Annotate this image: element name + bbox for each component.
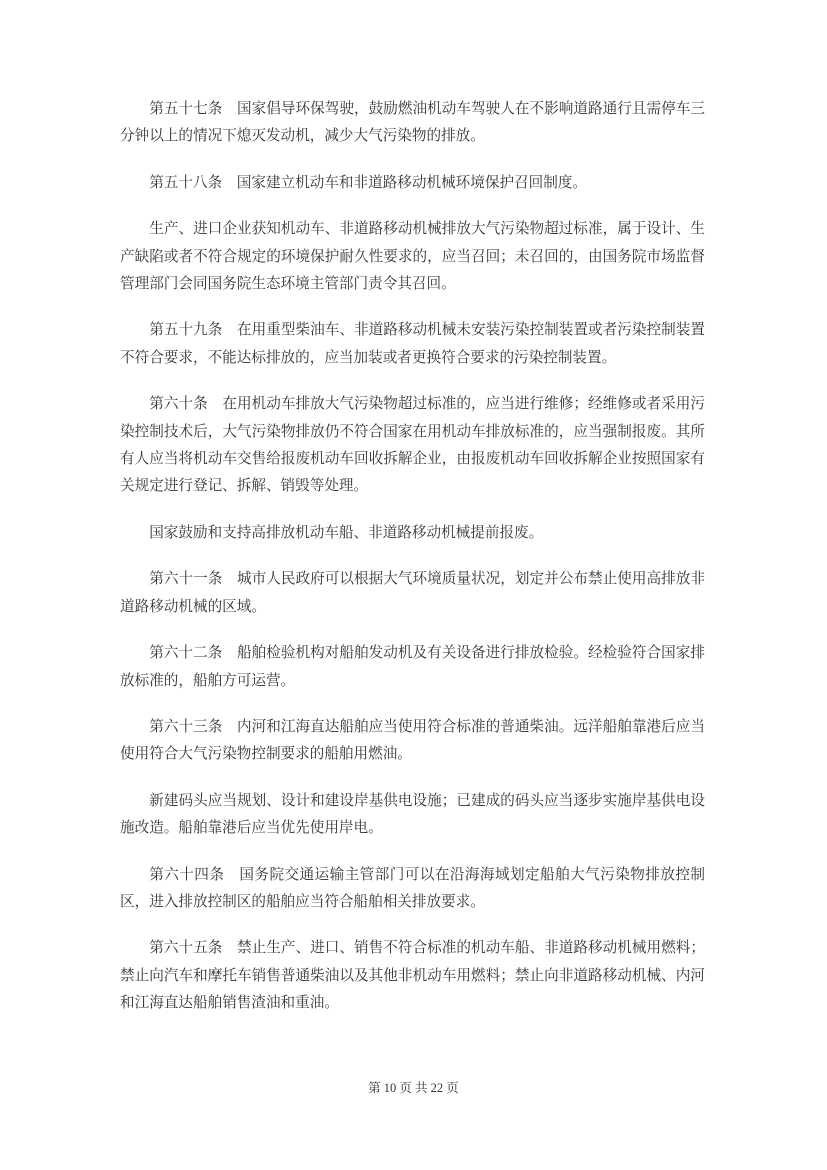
- article-paragraph: 第六十三条 内河和江海直达船舶应当使用符合标准的普通柴油。远洋船舶靠港后应当使用符合大气污染物控制要求的船舶用燃油。: [120, 718, 705, 763]
- document-body: [120, 96, 705, 1037]
- article-paragraph: 第六十二条 船舶检验机构对船舶发动机及有关设备进行排放检验。经检验符合国家排放标准的，船舶方可运营。: [120, 645, 705, 689]
- article-paragraph: 第五十九条 在用重型柴油车、非道路移动机械未安装污染控制装置或者污染控制装置不符合要求，不能达标排放的，应当加装或者更换符合要求的污染控制装置。: [120, 322, 705, 366]
- article-paragraph: 国家鼓励和支持高排放机动车船、非道路移动机械提前报废。: [149, 524, 544, 541]
- article-paragraph: 第五十八条 国家建立机动车和非道路移动机械环境保护召回制度。: [149, 174, 588, 191]
- article-paragraph: 第六十一条 城市人民政府可以根据大气环境质量状况，划定并公布禁止使用高排放非道路移动机械的区域。: [120, 571, 705, 615]
- article-paragraph: 新建码头应当规划、设计和建设岸基供电设施；已建成的码头应当逐步实施岸基供电设施改造。船舶靠港后应当优先使用岸电。: [120, 792, 705, 837]
- article-paragraph: 第六十四条 国务院交通运输主管部门可以在沿海海域划定船舶大气污染物排放控制区，进入排放控制区的船舶应当符合船舶相关排放要求。: [120, 866, 705, 910]
- article-paragraph: 第五十七条 国家倡导环保驾驶，鼓励燃油机动车驾驶人在不影响道路通行且需停车三分钟以上的情况下熄灭发动机，减少大气污染物的排放。: [120, 101, 705, 145]
- article-paragraph: 第六十条 在用机动车排放大气污染物超过标准的，应当进行维修；经维修或者采用污染控制技术后，大气污染物排放仍不符合国家在用机动车排放标准的，应当强制报废。其所有人应当将机动车交售给报废机动车回收拆解企业，由报废机动车回收拆解企业按照国家有关规定进行登记、拆解、销毁等处理。: [120, 396, 705, 495]
- article-paragraph: 生产、进口企业获知机动车、非道路移动机械排放大气污染物超过标准，属于设计、生产缺陷或者不符合规定的环境保护耐久性要求的，应当召回；未召回的，由国务院市场监督管理部门会同国务院生态环境主管部门责令其召回。: [120, 221, 705, 293]
- article-paragraph: 第六十五条 禁止生产、进口、销售不符合标准的机动车船、非道路移动机械用燃料；禁止向汽车和摩托车销售普通柴油以及其他非机动车用燃料；禁止向非道路移动机械、内河和江海直达船舶销售渣油和重油。: [120, 940, 705, 1012]
- page-number: 第 10 页 共 22 页: [368, 1081, 459, 1095]
